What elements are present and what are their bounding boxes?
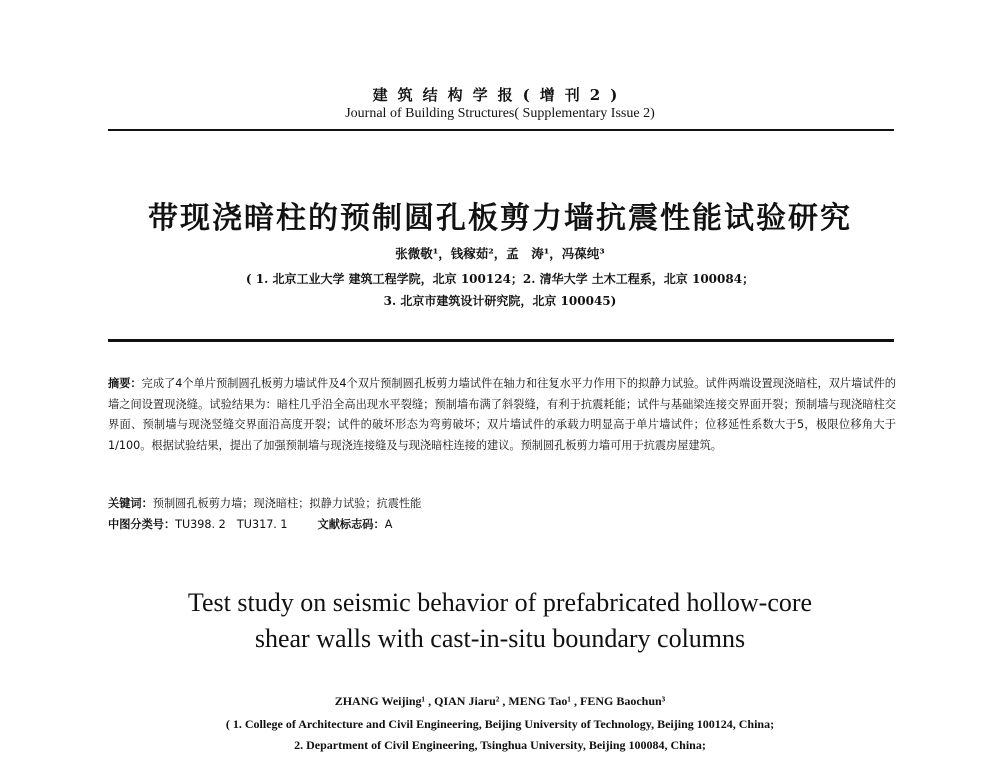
affiliation-cn-line-2: 3. 北京市建筑设计研究院，北京 100045) bbox=[383, 294, 617, 308]
keywords-cn bbox=[108, 495, 896, 511]
clc-label: 中图分类号： bbox=[108, 518, 176, 531]
clc-value: TU398. 2 TU317. 1 bbox=[175, 518, 288, 531]
section-rule bbox=[108, 339, 894, 342]
classification-line bbox=[108, 516, 896, 532]
authors-cn: 张微敬¹，钱稼茹²，孟 涛¹，冯葆纯³ bbox=[395, 246, 605, 261]
keywords-text: 预制圆孔板剪力墙；现浇暗柱；拟静力试验；抗震性能 bbox=[152, 497, 422, 510]
doc-code-value: A bbox=[384, 518, 393, 531]
keywords-label: 关键词： bbox=[108, 497, 153, 510]
header-rule bbox=[108, 129, 894, 131]
authors-en: ZHANG Weijing¹ , QIAN Jiaru² , MENG Tao¹ , FENG Baochun³ bbox=[334, 694, 666, 708]
affiliation-en-line-2: 2. Department of Civil Engineering, Tsinghua University, Beijing 100084, China; bbox=[294, 738, 706, 752]
journal-name-cn: 建筑结构学报(增刊2) bbox=[372, 86, 628, 104]
paper-title-cn: 带现浇暗柱的预制圆孔板剪力墙抗震性能试验研究 bbox=[148, 201, 852, 236]
journal-name-en: Journal of Building Structures( Supplementary Issue 2) bbox=[345, 106, 655, 121]
affiliation-en-line-1: ( 1. College of Architecture and Civil Engineering, Beijing University of Technology, Beijing 100124, China; bbox=[225, 717, 775, 731]
doc-code-label: 文献标志码： bbox=[317, 518, 385, 531]
paper-title-en-line-2: shear walls with cast-in-situ boundary columns bbox=[254, 624, 746, 653]
affiliation-cn-line-1: ( 1. 北京工业大学 建筑工程学院，北京 100124；2. 清华大学 土木工程系，北京 100084； bbox=[245, 272, 755, 286]
abstract-cn bbox=[108, 374, 896, 456]
abstract-label: 摘要： bbox=[108, 377, 142, 390]
abstract-text: 完成了4个单片预制圆孔板剪力墙试件及4个双片预制圆孔板剪力墙试件在轴力和往复水平力作用下的拟静力试验。试件两端设置现浇暗柱，双片墙试件的墙之间设置现浇缝。试验结果为：暗柱几乎沿全高出现水平裂缝；预制墙布满了斜裂缝，有利于抗震耗能；试件与基础梁连接交界面开裂；预制墙与现浇暗柱交界面、预制墙与现浇竖缝交界面沿高度开裂；试件的破坏形态为弯剪破坏；双片墙试件的承载力明显高于单片墙试件；位移延性系数大于5，极限位移角大于1/100。根据试验结果，提出了加强预制墙与现浇连接缝及与现浇暗柱连接的建议。预制圆孔板剪力墙可用于抗震房屋建筑。 bbox=[108, 377, 896, 452]
paper-title-en-line-1: Test study on seismic behavior of prefabricated hollow-core bbox=[187, 588, 813, 617]
